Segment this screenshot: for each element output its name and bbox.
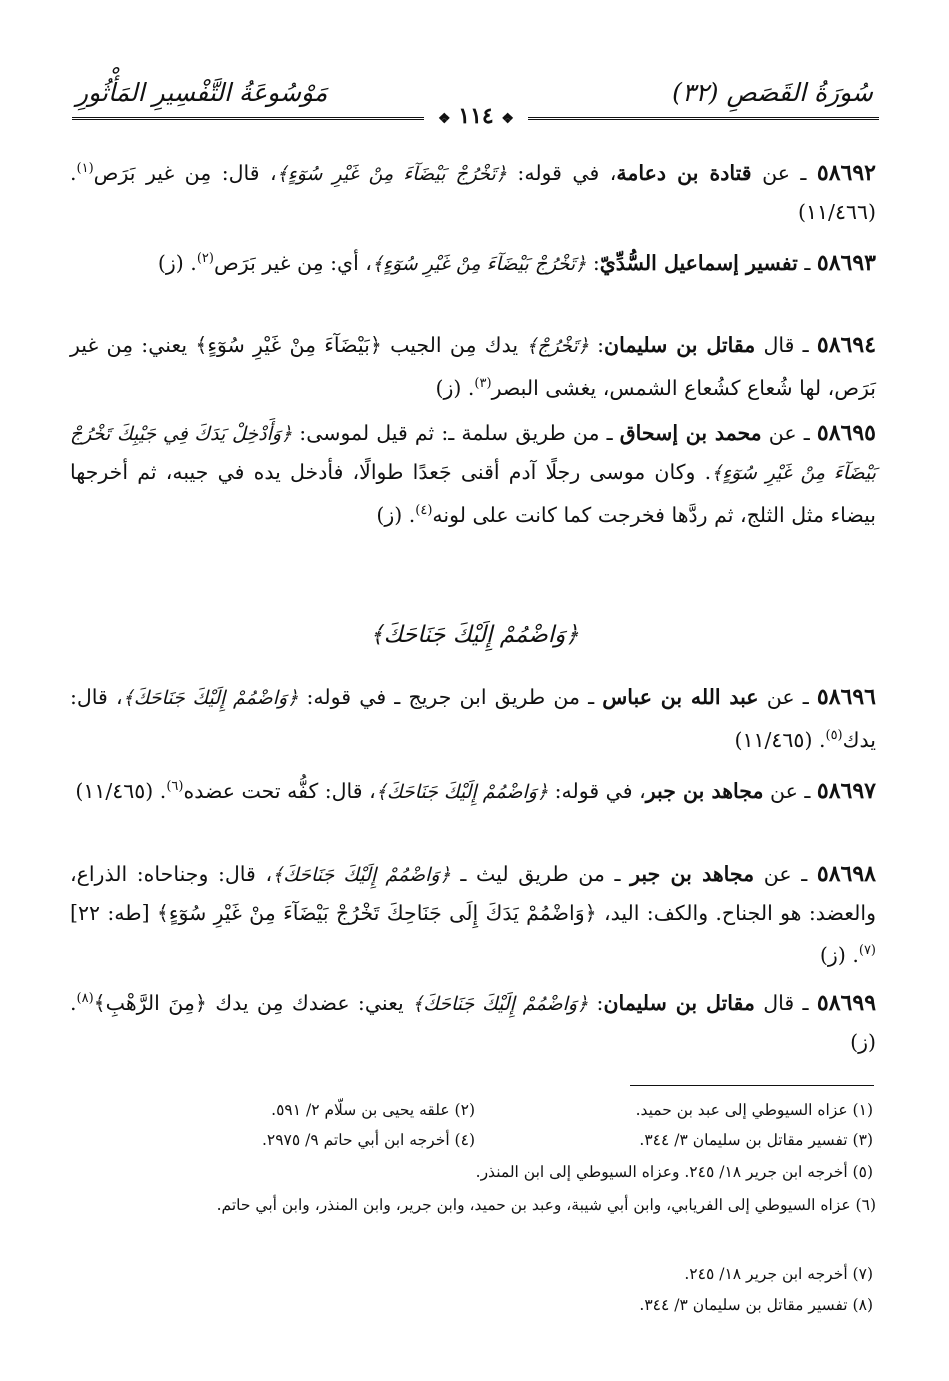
narration-entry (70, 980, 876, 1061)
narration-entry (70, 150, 876, 231)
entry-source: . (١١/٤٦٦) (70, 160, 876, 224)
section-heading: ﴿وَاضْمُمْ إِلَيْكَ جَنَاحَكَ﴾ (370, 622, 579, 648)
footnote: (٣) تفسير مقاتل بن سليمان ٣/ ٣٤٤. (639, 1131, 873, 1149)
entry-text: ، قال: كفُّه تحت عضده (183, 778, 376, 803)
footnote: (٢) علقه يحيى بن سلّام ٢/ ٥٩١. (271, 1101, 475, 1119)
quran-verse: ﴿وَاضْمُمْ إِلَيْكَ جَنَاحَكَ﴾ (272, 864, 451, 886)
entry-source: . (١١/٤٦٥) (734, 727, 826, 752)
narration-entry (70, 678, 876, 759)
entry-source: . (١١/٤٦٥) (75, 778, 167, 803)
book-title: مَوْسُوعَةُ التَّفْسِيرِ المَأْثُورِ (76, 78, 328, 107)
entry-text: ، في قوله: (548, 778, 646, 803)
entry-text: ، قال: يدك (70, 685, 876, 752)
entry-text: : (588, 990, 604, 1015)
narration-entry (70, 326, 876, 407)
footnote: (٤) أخرجه ابن أبي حاتم ٩/ ٢٩٧٥. (261, 1131, 475, 1149)
quran-verse: ﴿تَخْرُجْ بَيْضَآءَ مِنْ غَيْرِ سُوٓءٍ﴾ (276, 162, 507, 185)
entry-source: . (ز) (376, 502, 416, 527)
entry-number: ٥٨٦٩٤ (816, 332, 877, 358)
quran-verse: ﴿وَاضْمُمْ إِلَيْكَ جَنَاحَكَ﴾ (412, 992, 589, 1015)
entry-number: ٥٨٦٩٢ (816, 159, 876, 186)
entry-prefix: ـ قال (755, 333, 817, 357)
entry-number: ٥٨٦٩٦ (816, 684, 876, 710)
entry-source: . (ز) (435, 375, 475, 400)
narration-entry (70, 240, 876, 283)
entry-number: ٥٨٦٩٧ (816, 777, 876, 804)
footnote-ref: (٨) (76, 991, 94, 1006)
entry-text: ـ من طريق سلمة ـ: ثم قيل لموسى: (292, 421, 620, 445)
footnote-separator (630, 1085, 874, 1086)
header-rule-right (528, 117, 879, 120)
narrator-name: مقاتل بن سليمان (604, 333, 756, 357)
narrator-name: تفسير إسماعيل السُّدِّيّ (599, 250, 798, 275)
entry-text: ، قال: وجناحاه: الذراع، والعضد: هو الجناح. والكف: اليد، ﴿وَاضْمُمْ يَدَكَ إِلَى جَنَاحِكَ تَخْرُجْ بَيْضَآءَ مِنْ غَيْرِ سُوٓءٍ﴾ [طه: ٢٢] (70, 862, 876, 925)
quran-verse: ﴿وَأَدْخِلْ يَدَكَ فِي جَيْبِكَ تَخْرُجْ بَيْضَآءَ مِنْ غَيْرِ سُوٓءٍ﴾ (70, 423, 876, 484)
entry-prefix: ـ عن (763, 778, 817, 803)
footnote-ref: (٤) (415, 503, 433, 518)
entry-source: . (ز) (819, 942, 859, 967)
entry-prefix: ـ عن (758, 685, 817, 709)
page-number-block (424, 103, 528, 129)
entry-text: ، قال: مِن غير بَرَص (93, 160, 277, 185)
entry-text: . وكان موسى رجلًا آدم أقنى جَعدًا طوالًا، فأدخل يده في جيبه، ثم أخرجها بيضاء مثل الثلج، ثم ردَّها فخرجت كما كانت على لونه (70, 460, 876, 527)
page-number: ١١٤ (458, 103, 494, 129)
footnote-ref: (٢) (196, 251, 214, 266)
footnote: (٨) تفسير مقاتل بن سليمان ٣/ ٣٤٤. (639, 1296, 873, 1314)
quran-verse: ﴿تَخْرُجْ بَيْضَآءَ مِنْ غَيْرِ سُوٓءٍ﴾ (371, 252, 587, 275)
narrator-name: محمد بن إسحاق (619, 421, 762, 445)
entry-number: ٥٨٦٩٩ (816, 989, 877, 1016)
entry-prefix: ـ قال (754, 990, 817, 1015)
entry-text: ، أي: مِن غير بَرَص (213, 250, 372, 275)
footnote: (٧) أخرجه ابن جرير ١٨/ ٢٤٥. (684, 1265, 873, 1283)
entry-number: ٥٨٦٩٣ (816, 249, 876, 276)
entry-prefix: ـ (797, 250, 817, 275)
narrator-name: قتادة بن دعامة (616, 160, 752, 185)
entry-text: ـ من طريق ابن جريج ـ في قوله: (298, 685, 603, 709)
narrator-name: مقاتل بن سليمان (603, 990, 755, 1015)
narrator-name: مجاهد بن جبر (630, 862, 755, 886)
narrator-name: عبد الله بن عباس (602, 685, 759, 709)
entry-source: . (ز) (70, 990, 876, 1054)
entry-text: يعني: عضدك مِن يدك ﴿مِنَ الرَّهْبِ﴾ (93, 990, 413, 1015)
quran-verse: ﴿وَاضْمُمْ إِلَيْكَ جَنَاحَكَ﴾ (375, 780, 549, 803)
narration-entry (70, 855, 876, 974)
footnote-ref: (٥) (825, 728, 843, 743)
entry-text: ـ من طريق ليث ـ (450, 862, 631, 886)
ornament-icon: ❖ (438, 111, 451, 127)
narration-entry (70, 414, 876, 534)
narrator-name: مجاهد بن جبر (645, 778, 764, 803)
quran-verse: ﴿تَخْرُجْ﴾ (526, 335, 589, 357)
entry-text: يدك مِن الجيب ﴿بَيْضَآءَ مِنْ غَيْرِ سُوٓءٍ﴾ يعني: مِن غير بَرَص، لها شُعاع كشُعاع الشمس، يغشى البصر (70, 333, 876, 400)
entry-text: ، في قوله: (506, 160, 617, 185)
footnote-ref: (٦) (166, 779, 184, 794)
footnote: (٦) عزاه السيوطي إلى الفريابي، وابن أبي شيبة، وعبد بن حميد، وابن جرير، وابن المنذر، وابن أبي حاتم. (216, 1196, 876, 1214)
quran-verse: ﴿وَاضْمُمْ إِلَيْكَ جَنَاحَكَ﴾ (122, 687, 299, 709)
narration-entry (70, 768, 876, 811)
entry-prefix: ـ عن (761, 421, 817, 445)
entry-source: . (ز) (157, 250, 197, 275)
footnote-ref: (١) (76, 161, 94, 176)
footnote-ref: (٣) (474, 376, 492, 391)
footnote: (١) عزاه السيوطي إلى عبد بن حميد. (635, 1101, 873, 1119)
entry-prefix: ـ عن (751, 160, 817, 185)
header-rule-left (72, 117, 424, 120)
entry-number: ٥٨٦٩٥ (816, 420, 876, 446)
ornament-icon: ❖ (501, 111, 514, 127)
entry-prefix: ـ عن (754, 862, 817, 886)
entry-text: : (588, 333, 605, 357)
entry-text: : (586, 250, 600, 275)
entry-number: ٥٨٦٩٨ (816, 861, 876, 887)
footnote: (٥) أخرجه ابن جرير ١٨/ ٢٤٥. وعزاه السيوطي إلى ابن المنذر. (475, 1163, 873, 1181)
surah-title: سُورَةُ القَصَصِ (٣٢) (672, 78, 873, 107)
footnote-ref: (٧) (858, 943, 876, 958)
